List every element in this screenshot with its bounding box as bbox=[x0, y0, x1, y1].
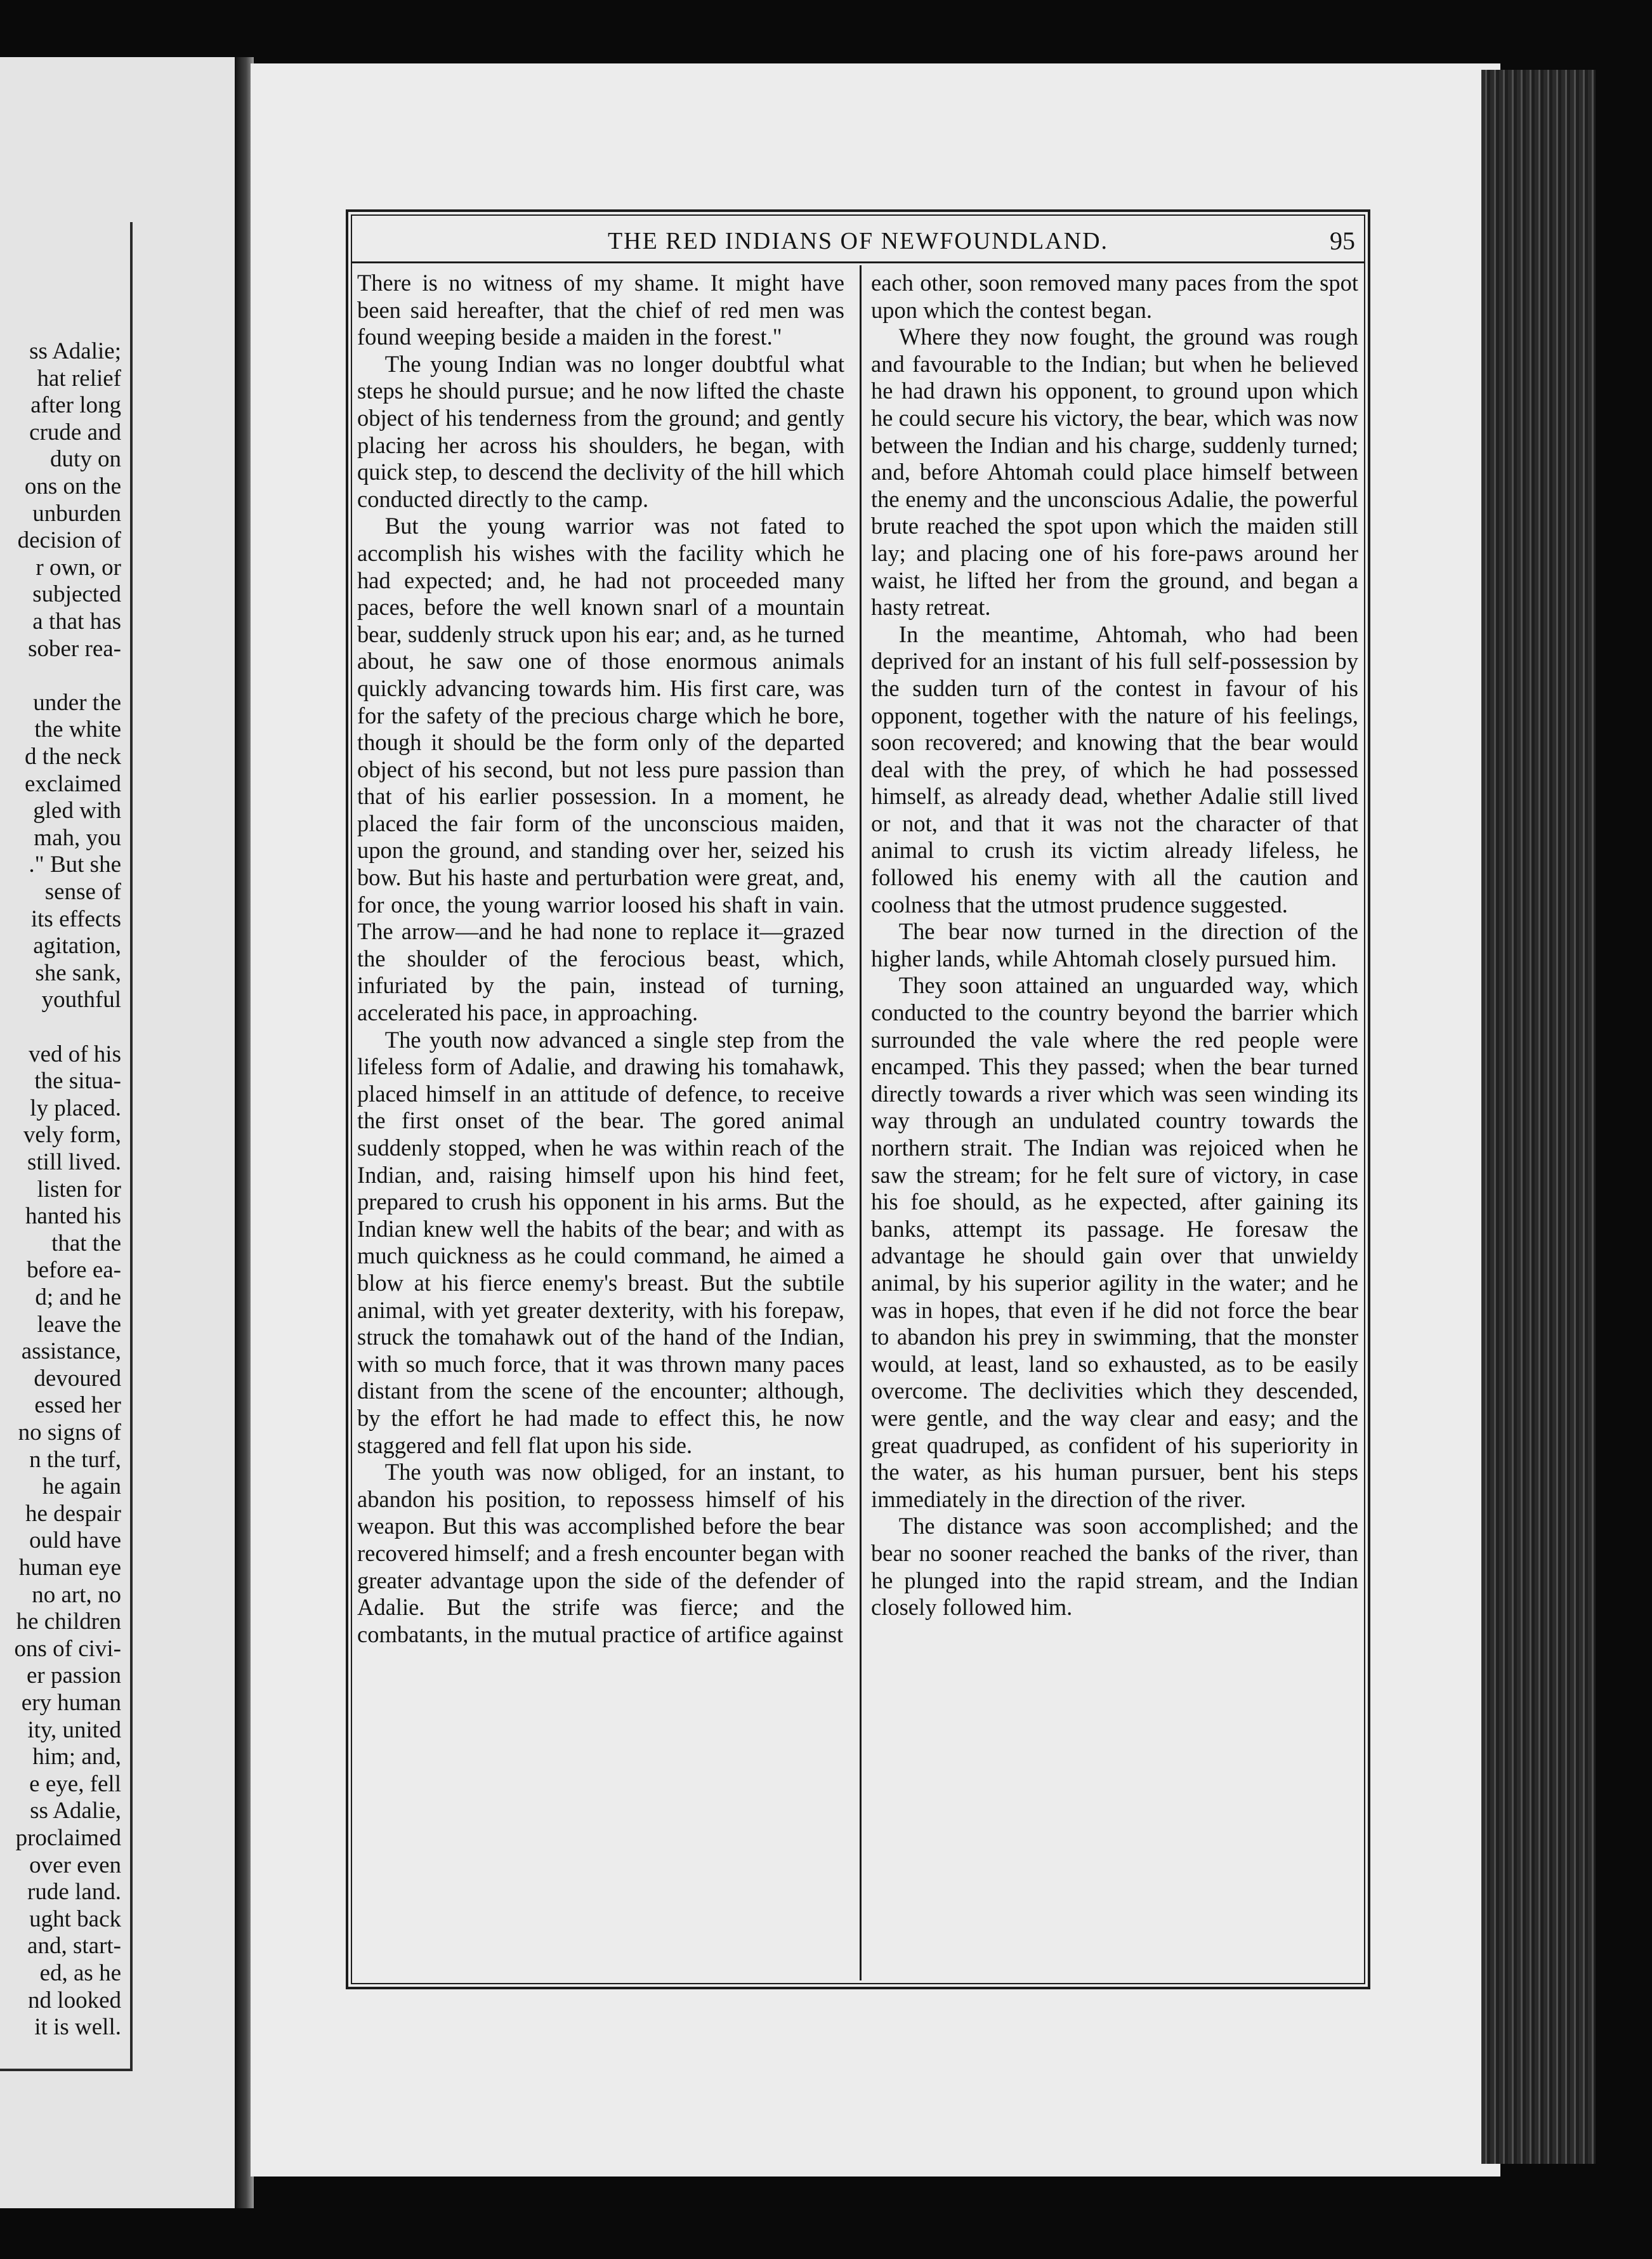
facing-page-line: that the bbox=[51, 1230, 121, 1256]
text-column-right bbox=[871, 270, 1358, 1621]
facing-page-line: hat relief bbox=[37, 365, 121, 392]
facing-page-line: vely form, bbox=[23, 1122, 121, 1149]
facing-page-line: no art, no bbox=[32, 1581, 121, 1608]
facing-page-line: ould have bbox=[29, 1527, 121, 1554]
facing-page-line: n the turf, bbox=[29, 1446, 121, 1473]
facing-page-line: decision of bbox=[17, 527, 121, 554]
facing-page-line: leave the bbox=[37, 1311, 121, 1338]
facing-page-line: proclaimed bbox=[15, 1825, 121, 1851]
facing-page-line: youthful bbox=[41, 987, 121, 1013]
paragraph: There is no witness of my shame. It might have been said hereafter, that the chief of red men was found weeping beside a maiden in the forest." bbox=[357, 270, 844, 350]
facing-page-line: ery human bbox=[21, 1690, 121, 1716]
facing-page-line: ss Adalie; bbox=[29, 338, 121, 364]
facing-page-line: er passion bbox=[27, 1663, 121, 1689]
facing-page-line: gled with bbox=[33, 798, 121, 824]
facing-page-line: subjected bbox=[32, 581, 121, 608]
facing-page-line: rude land. bbox=[27, 1879, 121, 1906]
facing-page-line: a that has bbox=[32, 609, 121, 635]
facing-page-line: nd looked bbox=[28, 1987, 121, 2013]
facing-page-line: devoured bbox=[34, 1365, 121, 1392]
facing-page-line: sober rea- bbox=[28, 635, 121, 662]
facing-page-line: ity, united bbox=[27, 1716, 121, 1743]
paragraph: The young Indian was no longer doubtful what steps he should pursue; and he now lifted the chaste object of his tenderness from the ground; and gently placing her across his shoulders, he began, with quick step, to descend the declivity of the hill which conducted directly to the camp. bbox=[357, 350, 844, 512]
facing-page-line: d; and he bbox=[35, 1284, 121, 1310]
column-rule bbox=[860, 265, 862, 1980]
facing-page-line: unburden bbox=[32, 500, 121, 527]
facing-page-line: he children bbox=[16, 1609, 121, 1635]
header-rule bbox=[352, 261, 1364, 263]
facing-page-line: ed, as he bbox=[39, 1960, 121, 1986]
facing-page-line: the white bbox=[34, 716, 121, 743]
paragraph: The distance was soon accomplished; and the bear no sooner reached the banks of the river, than he plunged into the rapid stream, and the Indian closely followed him. bbox=[871, 1513, 1358, 1621]
facing-page-line: crude and bbox=[29, 419, 121, 445]
facing-page-line: over even bbox=[29, 1852, 121, 1878]
facing-page-line: mah, you bbox=[34, 824, 121, 851]
facing-page-line: exclaimed bbox=[24, 770, 121, 797]
page-edges bbox=[1481, 70, 1596, 2164]
facing-page-line: listen for bbox=[37, 1176, 121, 1202]
facing-page-line: he despair bbox=[25, 1500, 121, 1527]
facing-page-line: him; and, bbox=[32, 1744, 121, 1770]
facing-page-line: no signs of bbox=[18, 1419, 121, 1446]
paragraph: The youth was now obliged, for an instant, to abandon his position, to repossess himself of his weapon. But this was accomplished before the bear recovered himself; and a fresh encounter began with greater advantage upon the side of the defender of Adalie. But the strife was fierce; and the combatants, in the mutual practice of artifice against bbox=[357, 1459, 844, 1647]
facing-page-line: hanted his bbox=[25, 1203, 121, 1230]
facing-page-line: he again bbox=[42, 1473, 121, 1500]
facing-page-line: ss Adalie, bbox=[30, 1798, 121, 1824]
facing-page-line: d the neck bbox=[24, 744, 121, 770]
facing-page-text-frame bbox=[0, 222, 133, 2071]
facing-page-line: sense of bbox=[44, 879, 121, 905]
page-header bbox=[352, 222, 1364, 260]
facing-page-line: after long bbox=[30, 392, 121, 419]
paragraph: The youth now advanced a single step from the lifeless form of Adalie, and drawing his tomahawk, placed himself in an attitude of defence, to receive the first onset of the bear. The gored animal suddenly stopped, when he was within reach of the Indian, and, raising himself upon his hind feet, prepared to crush his opponent in his arms. But the Indian knew well the habits of the bear; and with as much quickness as he could command, he aimed a blow at his fierce enemy's breast. But the subtile animal, with yet greater dexterity, with his forepaw, struck the tomahawk out of the hand of the Indian, with so much force, that it was thrown many paces distant from the scene of the encounter; although, by the effort he had made to effect this, he now staggered and fell flat upon his side. bbox=[357, 1026, 844, 1458]
facing-page-line: ons of civi- bbox=[14, 1635, 121, 1662]
facing-page-line: still lived. bbox=[27, 1149, 121, 1175]
facing-page-line: assistance, bbox=[21, 1338, 121, 1365]
facing-page-line: ught back bbox=[29, 1906, 121, 1932]
paragraph: Where they now fought, the ground was rough and favourable to the Indian; but when he believed he had drawn his opponent, to ground upon which he could secure his victory, the bear, which was now between the Indian and his charge, suddenly turned; and, before Ahtomah could place himself between the enemy and the unconscious Adalie, the powerful brute reached the spot upon which the maiden still lay; and placing one of his fore-paws around her waist, he lifted her from the ground, and began a hasty retreat. bbox=[871, 324, 1358, 621]
paragraph: They soon attained an unguarded way, which conducted to the country beyond the barrier which surrounded the vale where the red people were encamped. This they passed; when the bear turned directly towards a river which was seen winding its way through an undulated country towards the northern strait. The Indian was rejoiced when he saw the stream; for he felt sure of victory, in case his foe should, as he expected, after gaining its banks, attempt its passage. He foresaw the advantage he should gain over that unwieldy animal, by his superior agility in the water; and he was in hopes, that even if he did not force the bear to abandon his prey in swimming, that the monster would, at least, land so exhausted, as to be easily overcome. The declivities which they descended, were gentle, and the way clear and easy; and the great quadruped, as confident of his superiority in the water, as his human pursuer, bent his steps immediately in the direction of the river. bbox=[871, 972, 1358, 1512]
facing-page-line: essed her bbox=[34, 1392, 121, 1419]
facing-page-line: she sank, bbox=[35, 959, 121, 986]
page-number: 95 bbox=[1330, 227, 1355, 255]
text-column-left bbox=[357, 270, 844, 1648]
facing-page-line: ly placed. bbox=[30, 1095, 121, 1121]
paragraph: But the young warrior was not fated to accomplish his wishes with the facility which he had expected; and, he had not proceeded many paces, before the well known snarl of a mountain bear, suddenly struck upon his ear; and, as he turned about, he saw one of those enormous animals quickly advancing towards him. His first care, was for the safety of the precious charge which he bore, though it should be the form only of the departed object of his second, but not less pure passion than that of his earlier possession. In a moment, he placed the fair form of the unconscious maiden, upon the ground, and standing over her, seized his bow. But his haste and perturbation were great, and, for once, the young warrior loosed his shaft in vain. The arrow—and he had none to replace it—grazed the shoulder of the ferocious beast, which, infuriated by the pain, instead of turning, accelerated his pace, in approaching. bbox=[357, 513, 844, 1026]
facing-page-line: human eye bbox=[18, 1555, 121, 1581]
facing-page-line: r own, or bbox=[36, 554, 121, 581]
facing-page-line: the situa- bbox=[34, 1068, 121, 1095]
facing-page-line: ." But she bbox=[29, 852, 121, 878]
facing-page-line: ons on the bbox=[24, 473, 121, 499]
facing-page-line: under the bbox=[33, 689, 121, 716]
facing-page-line: its effects bbox=[30, 906, 121, 932]
facing-page-line: agitation, bbox=[33, 933, 121, 959]
paragraph: In the meantime, Ahtomah, who had been deprived for an instant of his full self-possession by the sudden turn of the contest in favour of his opponent, together with the nature of his feelings, soon recovered; and knowing that the bear would deal with the prey, of which he had possessed himself, as already dead, whether Adalie still lived or not, and that it was not the character of that animal to crush its victim already lifeless, he followed his enemy with all the caution and coolness that the utmost prudence suggested. bbox=[871, 621, 1358, 918]
paragraph: The bear now turned in the direction of the higher lands, while Ahtomah closely pursued him. bbox=[871, 918, 1358, 971]
paragraph: each other, soon removed many paces from the spot upon which the contest began. bbox=[871, 270, 1358, 323]
facing-page-line: it is well. bbox=[34, 2014, 121, 2041]
facing-page-line: before ea- bbox=[27, 1257, 121, 1284]
facing-page-line: e eye, fell bbox=[29, 1770, 121, 1797]
running-title: THE RED INDIANS OF NEWFOUNDLAND. bbox=[607, 228, 1109, 254]
facing-page-line: ved of his bbox=[29, 1041, 121, 1067]
facing-page bbox=[0, 57, 235, 2208]
facing-page-line: duty on bbox=[49, 446, 121, 473]
facing-page-line: and, start- bbox=[27, 1933, 121, 1959]
